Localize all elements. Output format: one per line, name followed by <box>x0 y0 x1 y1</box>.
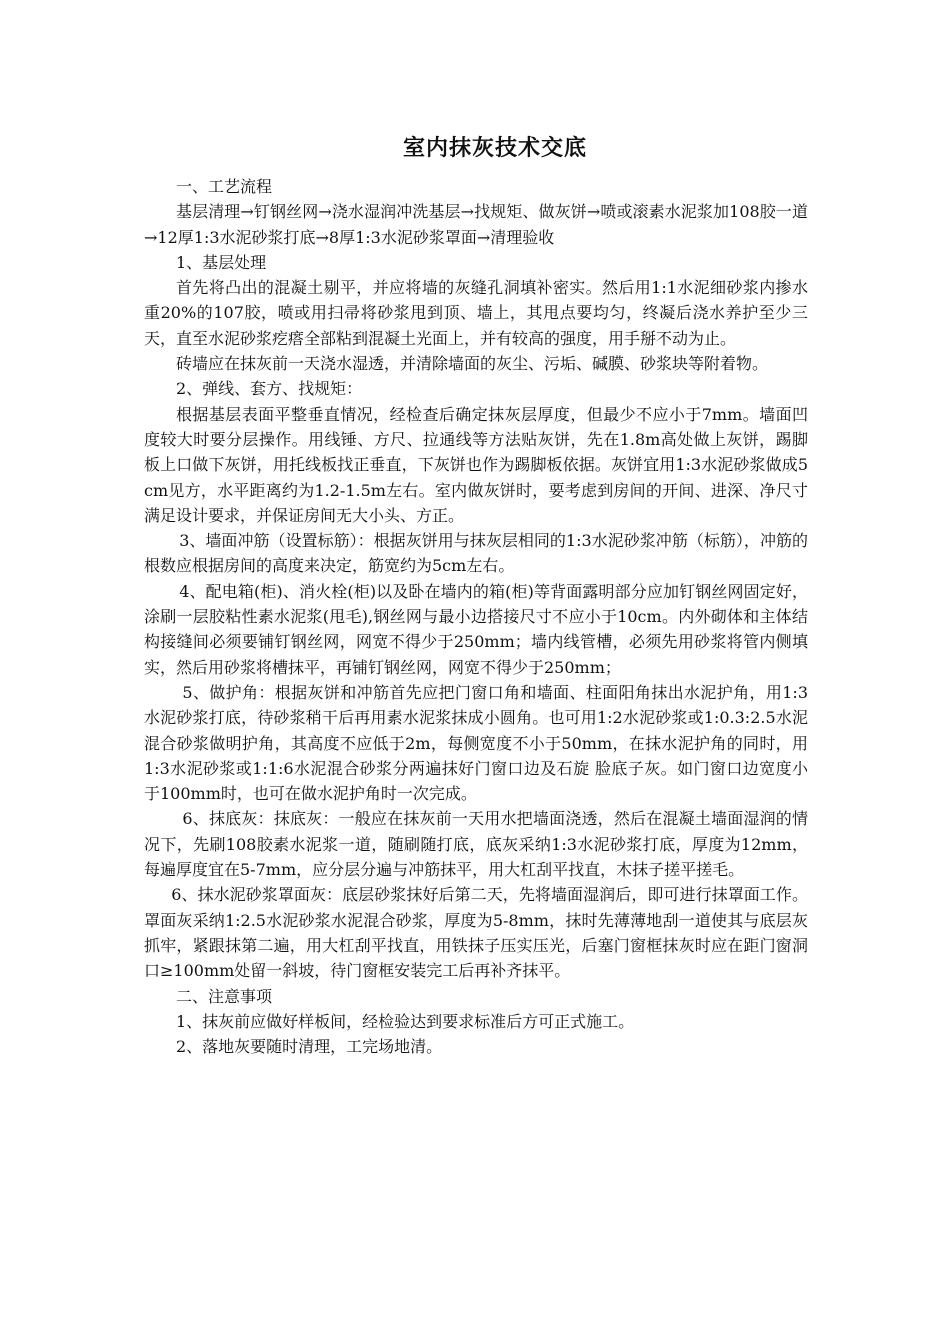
section-heading-notes: 二、注意事项 <box>176 986 273 1006</box>
subheading-layout: 2、弹线、套方、找规矩： <box>176 379 363 399</box>
document-title: 室内抹灰技术交底 <box>402 136 587 161</box>
note-item-1: 1、抹灰前应做好样板间，经检验达到要求标准后方可正式施工。 <box>176 1011 635 1031</box>
paragraph-process-flow: 基层清理→钉钢丝网→浇水湿润冲洗基层→找规矩、做灰饼→喷或滚素水泥浆加108胶一道→12厚1:3水泥砂浆打底→8厚1:3水泥砂浆罩面→清理验收 <box>144 202 808 247</box>
paragraph-screed-strips: 3、墙面冲筋（设置标筋）：根据灰饼用与抹灰层相同的1:3水泥砂浆冲筋（标筋），冲筋的根数应根据房间的高度来决定，筋宽约为5cm左右。 <box>144 531 808 576</box>
paragraph-finish-coat: 6、抹水泥砂浆罩面灰：底层砂浆抹好后第二天，先将墙面湿润后，即可进行抹罩面工作。罩面灰采纳1:2.5水泥砂浆水泥混合砂浆，厚度为5-8mm，抹时先薄薄地刮一道使其与底层灰抓牢，紧跟抹第二遍，用大杠刮平找直，用铁抹子压实压光，后塞门窗框抹灰时应在距门窗洞口≥100mm处留一斜坡，待门窗框安装完工后再补齐抹平。 <box>144 885 808 981</box>
paragraph-base-treatment: 首先将凸出的混凝土剔平，并应将墙的灰缝孔洞填补密实。然后用1:1水泥细砂浆内掺水重20%的107胶，喷或用扫帚将砂浆甩到顶、墙上，其甩点要均匀，终凝后浇水养护至少三天，直至水泥砂浆疙瘩全部粘到混凝土光面上，并有较高的强度，用手掰不动为止。 <box>144 278 808 348</box>
note-item-2: 2、落地灰要随时清理，工完场地清。 <box>176 1037 443 1057</box>
subheading-base-treatment: 1、基层处理 <box>176 252 267 272</box>
paragraph-corner-guard: 5、做护角：根据灰饼和冲筋首先应把门窗口角和墙面、柱面阳角抹出水泥护角，用1:3水泥砂浆打底，待砂浆稍干后再用素水泥浆抹成小圆角。也可用1:2水泥砂浆或1:0.3:2.5水泥混合砂浆做明护角，其高度不应低于2m，每侧宽度不小于50mm，在抹水泥护角的同时，用1:3水泥砂浆或1:1:6水泥混合砂浆分两遍抹好门窗口边及石旋 脸底子灰。如门窗口边宽度小于100mm时，也可在做水泥护角时一次完成。 <box>144 682 808 804</box>
paragraph-base-coat: 6、抹底灰：抹底灰：一般应在抹灰前一天用水把墙面浇透，然后在混凝土墙面湿润的情况下，先刷108胶素水泥浆一道，随刷随打底，底灰采纳1:3水泥砂浆打底，厚度为12mm，每遍厚度宜在5-7mm，应分层分遍与冲筋抹平，用大杠刮平找直，木抹子搓平搓毛。 <box>144 809 808 880</box>
paragraph-brick-wall: 砖墙应在抹灰前一天浇水湿透，并清除墙面的灰尘、污垢、碱膜、砂浆块等附着物。 <box>176 354 769 374</box>
document-body <box>144 174 808 1059</box>
paragraph-steel-mesh: 4、配电箱(柜)、消火栓(柜)以及卧在墙内的箱(柜)等背面露明部分应加钉钢丝网固定好，涂刷一层胶粘性素水泥浆(甩毛),钢丝网与最小边搭接尺寸不应小于10cm。内外砌体和主体结构接缝间必须要铺钉钢丝网，网宽不得少于250mm；墙内线管槽，必须先用砂浆将管内侧填实，然后用砂浆将槽抹平，再铺钉钢丝网，网宽不得少于250mm； <box>144 581 808 677</box>
section-heading-process: 一、工艺流程 <box>176 177 273 196</box>
paragraph-layout: 根据基层表面平整垂直情况，经检查后确定抹灰层厚度，但最少不应小于7mm。墙面凹度较大时要分层操作。用线锤、方尺、拉通线等方法贴灰饼，先在1.8m高处做上灰饼，踢脚板上口做下灰饼，用托线板找正垂直，下灰饼也作为踢脚板依据。灰饼宜用1:3水泥砂浆做成5cm见方，水平距离约为1.2-1.5m左右。室内做灰饼时，要考虑到房间的开间、进深、净尺寸满足设计要求，并保证房间无大小头、方正。 <box>144 404 808 525</box>
